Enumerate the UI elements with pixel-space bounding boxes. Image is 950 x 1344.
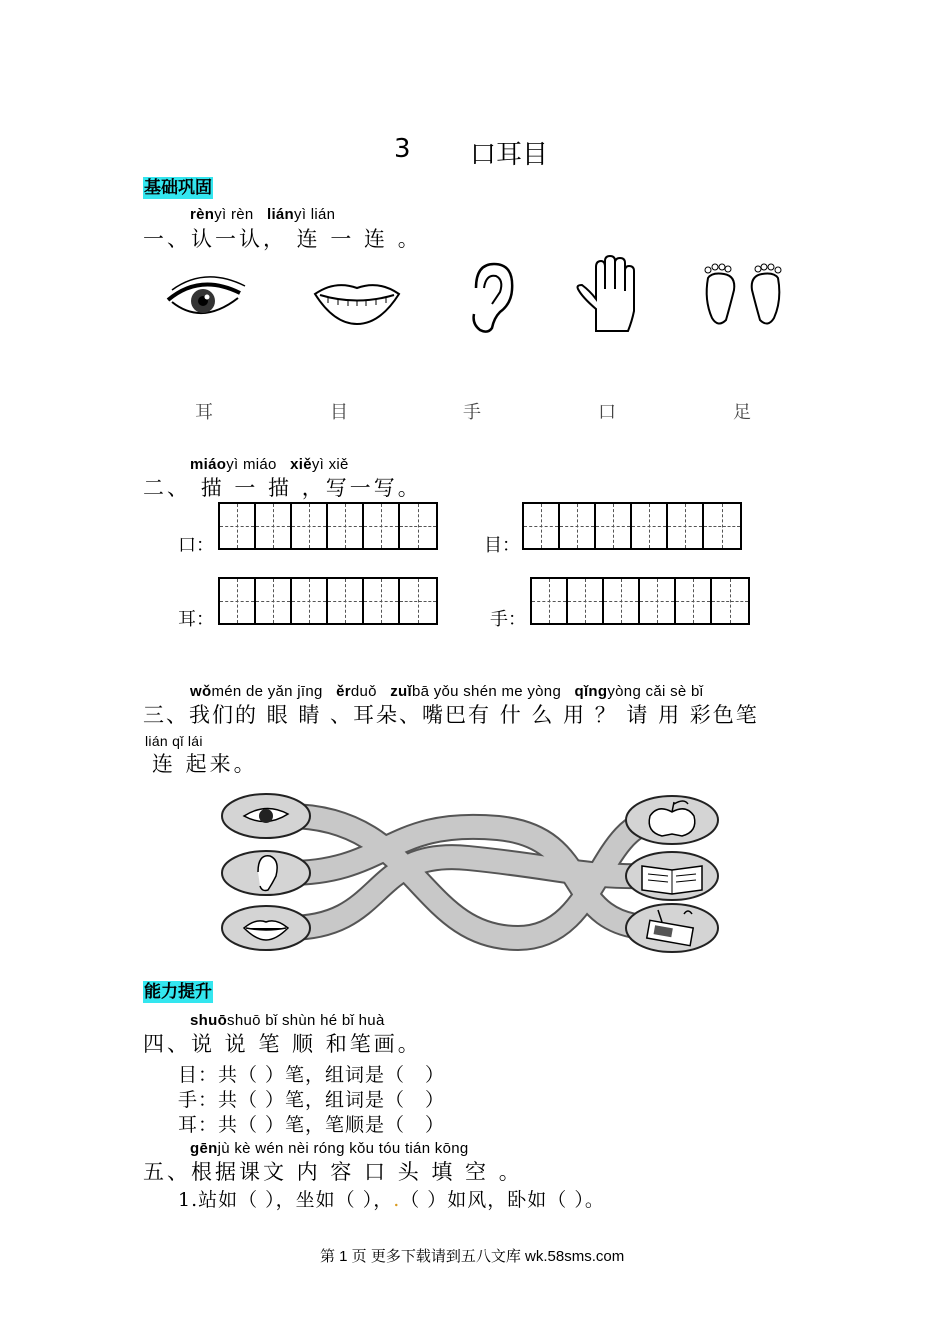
grid-label-mouth: 口：	[178, 535, 214, 556]
eye-icon	[160, 268, 250, 328]
section-ability: 能力提升	[144, 982, 212, 1002]
q3-pinyin-2: lián qǐ lái	[145, 733, 203, 749]
writing-grid-ear[interactable]	[218, 577, 438, 625]
maze-book-icon	[642, 866, 702, 894]
q1-label-hand: 手	[463, 402, 481, 423]
page-title: 口耳目	[470, 140, 549, 170]
q5-line-1: 1.站如（ ），坐如（ ），.（ ）如风，卧如（ ）。	[178, 1189, 605, 1211]
feet-icon	[700, 260, 786, 330]
q1-pinyin: rènyì rèn liányì lián	[190, 206, 336, 223]
writing-grid-eye[interactable]	[522, 502, 742, 550]
grid-label-eye: 目：	[484, 535, 520, 556]
q5-pinyin: gēnjù kè wén nèi róng kǒu tóu tián kōng	[190, 1140, 469, 1157]
grid-label-hand: 手：	[490, 609, 526, 630]
mouth-icon	[310, 272, 404, 328]
ear-icon	[462, 258, 518, 336]
q4-question: 四、说 说 笔 顺 和笔画。	[143, 1032, 422, 1056]
title-number: 3	[394, 134, 411, 164]
q4-line-eye: 目：共（ ）笔，组词是（ ）	[178, 1064, 446, 1086]
q3-pinyin: wǒmén de yǎn jīng ěrduǒ zuǐbā yǒu shén me yòng qǐngyòng cǎi sè bǐ	[190, 683, 704, 700]
q4-line-ear: 耳：共（ ）笔，笔顺是（ ）	[178, 1114, 446, 1136]
page-footer: 第 1 页 更多下载请到五八文库 wk.58sms.com	[320, 1248, 625, 1265]
q1-label-eye: 目	[330, 402, 348, 423]
writing-grid-mouth[interactable]	[218, 502, 438, 550]
section-basic: 基础巩固	[144, 178, 212, 198]
q1-label-ear: 耳	[195, 402, 213, 423]
matching-maze-illustration	[218, 788, 726, 958]
grid-label-ear: 耳：	[178, 609, 214, 630]
q3-question: 三、我们的 眼 睛 、耳朵、嘴巴有 什 么 用 ？ 请 用 彩色笔	[143, 703, 759, 727]
q1-label-mouth: 口	[598, 402, 616, 423]
q5-question: 五、根据课文 内 容 口 头 填 空 。	[143, 1160, 523, 1184]
q4-pinyin: shuōshuō bǐ shùn hé bǐ huà	[190, 1012, 385, 1029]
q1-question: 一、认一认， 连 一 连 。	[143, 227, 422, 251]
q4-line-hand: 手：共（ ）笔，组词是（ ）	[178, 1089, 446, 1111]
writing-grid-hand[interactable]	[530, 577, 750, 625]
hand-icon	[572, 255, 642, 335]
q2-question: 二、 描 一 描 ，写一写。	[143, 476, 422, 500]
q3-question-2: 连 起来。	[152, 752, 258, 776]
q1-label-foot: 足	[733, 402, 751, 423]
q2-pinyin: miáoyì miáo xiěyì xiě	[190, 456, 349, 473]
